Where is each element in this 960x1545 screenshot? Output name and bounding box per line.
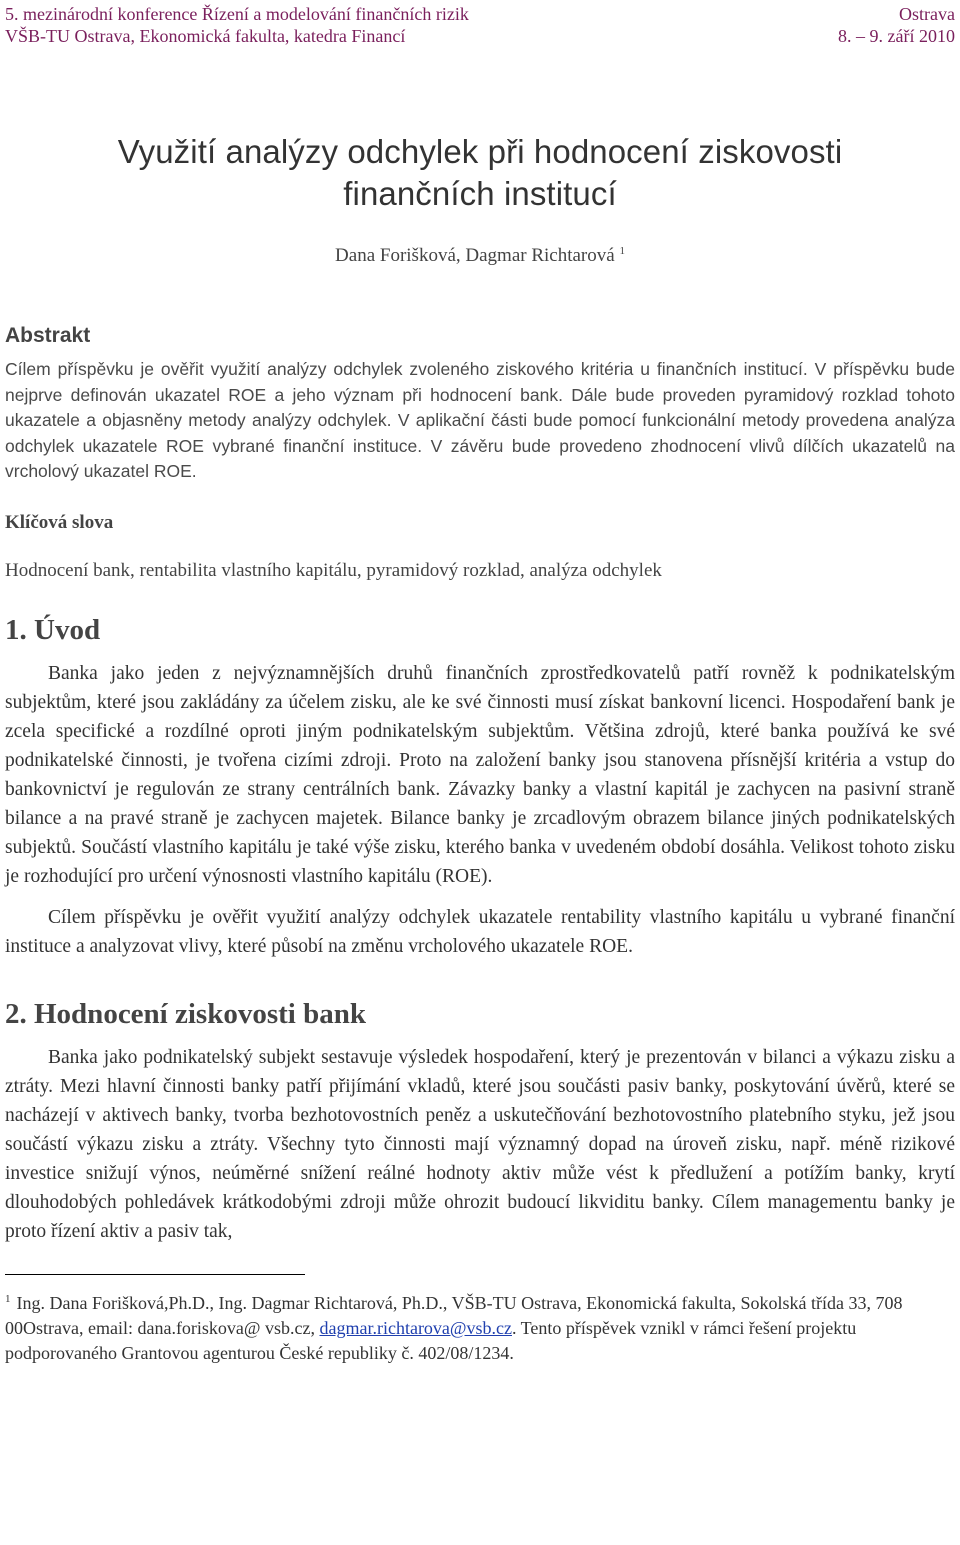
author-names: Dana Forišková, Dagmar Richtarová [335,245,615,266]
section-2-paragraph-1: Banka jako podnikatelský subjekt sestavuje výsledek hospodaření, který je prezentován v bilanci a výkazu zisku a ztráty. Mezi hlavní činnosti banky patří přijímání vkladů, které jsou součásti pasiv banky, poskytování úvěrů, které se nacházejí v aktivech banky, tvorba bezhotovostních peněz a uskutečňování bezhotovostního platebního styku, jež jsou součástí výkazu zisku a ztráty. Všechny tyto činnosti mají významný dopad na úroveň zisku, např. méně rizikové investice snižují výnos, neúměrné snížení reálné hodnoty aktiv může vést k předlužení a potížím banky, krytí dlouhodobých pohledávek krátkodobými zdroji může ohrozit budoucí likviditu banky. Cílem managementu banky je proto řízení aktiv a pasiv tak, [5,1046,955,1242]
footnote-text: Ing. Dana Forišková,Ph.D., Ing. Dagmar Richtarová, Ph.D., VŠB-TU Ostrava, Ekonomická fakulta, Sokolská třída 33, 708 00Ostrava, email: dana.foriskova@ vsb.cz, [5,1292,903,1338]
author-footnote [5,1287,955,1366]
section-1-heading: 1. Úvod [5,613,101,646]
conference-header [5,0,955,47]
section-1-paragraph-1: Banka jako jeden z nejvýznamnějších druhů finančních zprostředkovatelů patří rovněž k podnikatelským subjektům, které jsou zakládány za účelem zisku, ale ke své činnosti musí získat bankovní licenci. Hospodaření bank je zcela specifické a rozdílné oproti jiným podnikatelským subjektům. Většina zdrojů, které banka používá ke své podnikatelské činnosti, je tvořena cizími zdroji. Proto na založení banky jsou stanovena přísnější kritéria a vstup do bankovnictví je regulován ze strany centrálních bank. Závazky banky a vlastní kapitál je zachycen na pasivní straně bilance a na pravé straně je zachycen majetek. Bilance banky je zrcadlovým obrazem bilance jiných podnikatelských subjektů. Součástí vlastního kapitálu je také výše zisku, kterého banka v uvedeném období dosáhla. Velikost tohoto zisku je rozhodující pro určení výnosnosti vlastního kapitálu (ROE). [5,662,955,887]
conference-city: Ostrava [899,4,955,24]
keywords-text: Hodnocení bank, rentabilita vlastního kapitálu, pyramidový rozklad, analýza odchylek [5,559,662,581]
title-block [5,131,955,268]
author-footnote-mark: 1 [619,245,625,257]
conference-date: 8. – 9. září 2010 [838,26,955,46]
header-row-1 [5,3,955,25]
header-row-2 [5,25,955,47]
footnote-mark: 1 [5,1292,11,1305]
title-line-1: Využití analýzy odchylek při hodnocení ziskovosti [117,133,843,170]
section-2-heading: 2. Hodnocení ziskovosti bank [5,997,366,1030]
conference-name: 5. mezinárodní konference Řízení a modelování finančních rizik [5,4,469,24]
section-1-paragraph-2: Cílem příspěvku je ověřit využití analýzy odchylek ukazatele rentability vlastního kapitálu u vybrané finanční instituce a analyzovat vlivy, které působí na změnu vrcholového ukazatele ROE. [5,906,955,957]
footnote-email-link[interactable]: dagmar.richtarova@vsb.cz [319,1317,512,1338]
paper-page [5,0,955,1366]
keywords-heading: Klíčová slova [5,511,114,533]
footnote-separator [5,1274,305,1275]
paper-authors [5,239,955,268]
title-line-2: finančních institucí [343,175,617,212]
abstract-text: Cílem příspěvku je ověřit využití analýzy odchylek zvoleného ziskového kritéria u finančních institucí. V příspěvku bude nejprve definován ukazatel ROE a jeho význam při hodnocení bank. Dále bude proveden pyramidový rozklad tohoto ukazatele a objasněny metody analýzy odchylek. V aplikační části bude pomocí funkcionální metody provedena analýza odchylek ukazatele ROE vybrané finanční instituce. V závěru bude provedeno zhodnocení vlivů dílčích ukazatelů na vrcholový ukazatel ROE. [5,359,955,482]
paper-title [5,131,955,215]
conference-organizer: VŠB-TU Ostrava, Ekonomická fakulta, katedra Financí [5,26,406,46]
footnote-text-end: . Tento příspěvek vznikl v rámci řešení projektu podporovaného Grantovou agenturou České republiky č. 402/08/1234. [5,1317,857,1363]
abstract-heading: Abstrakt [5,324,91,347]
